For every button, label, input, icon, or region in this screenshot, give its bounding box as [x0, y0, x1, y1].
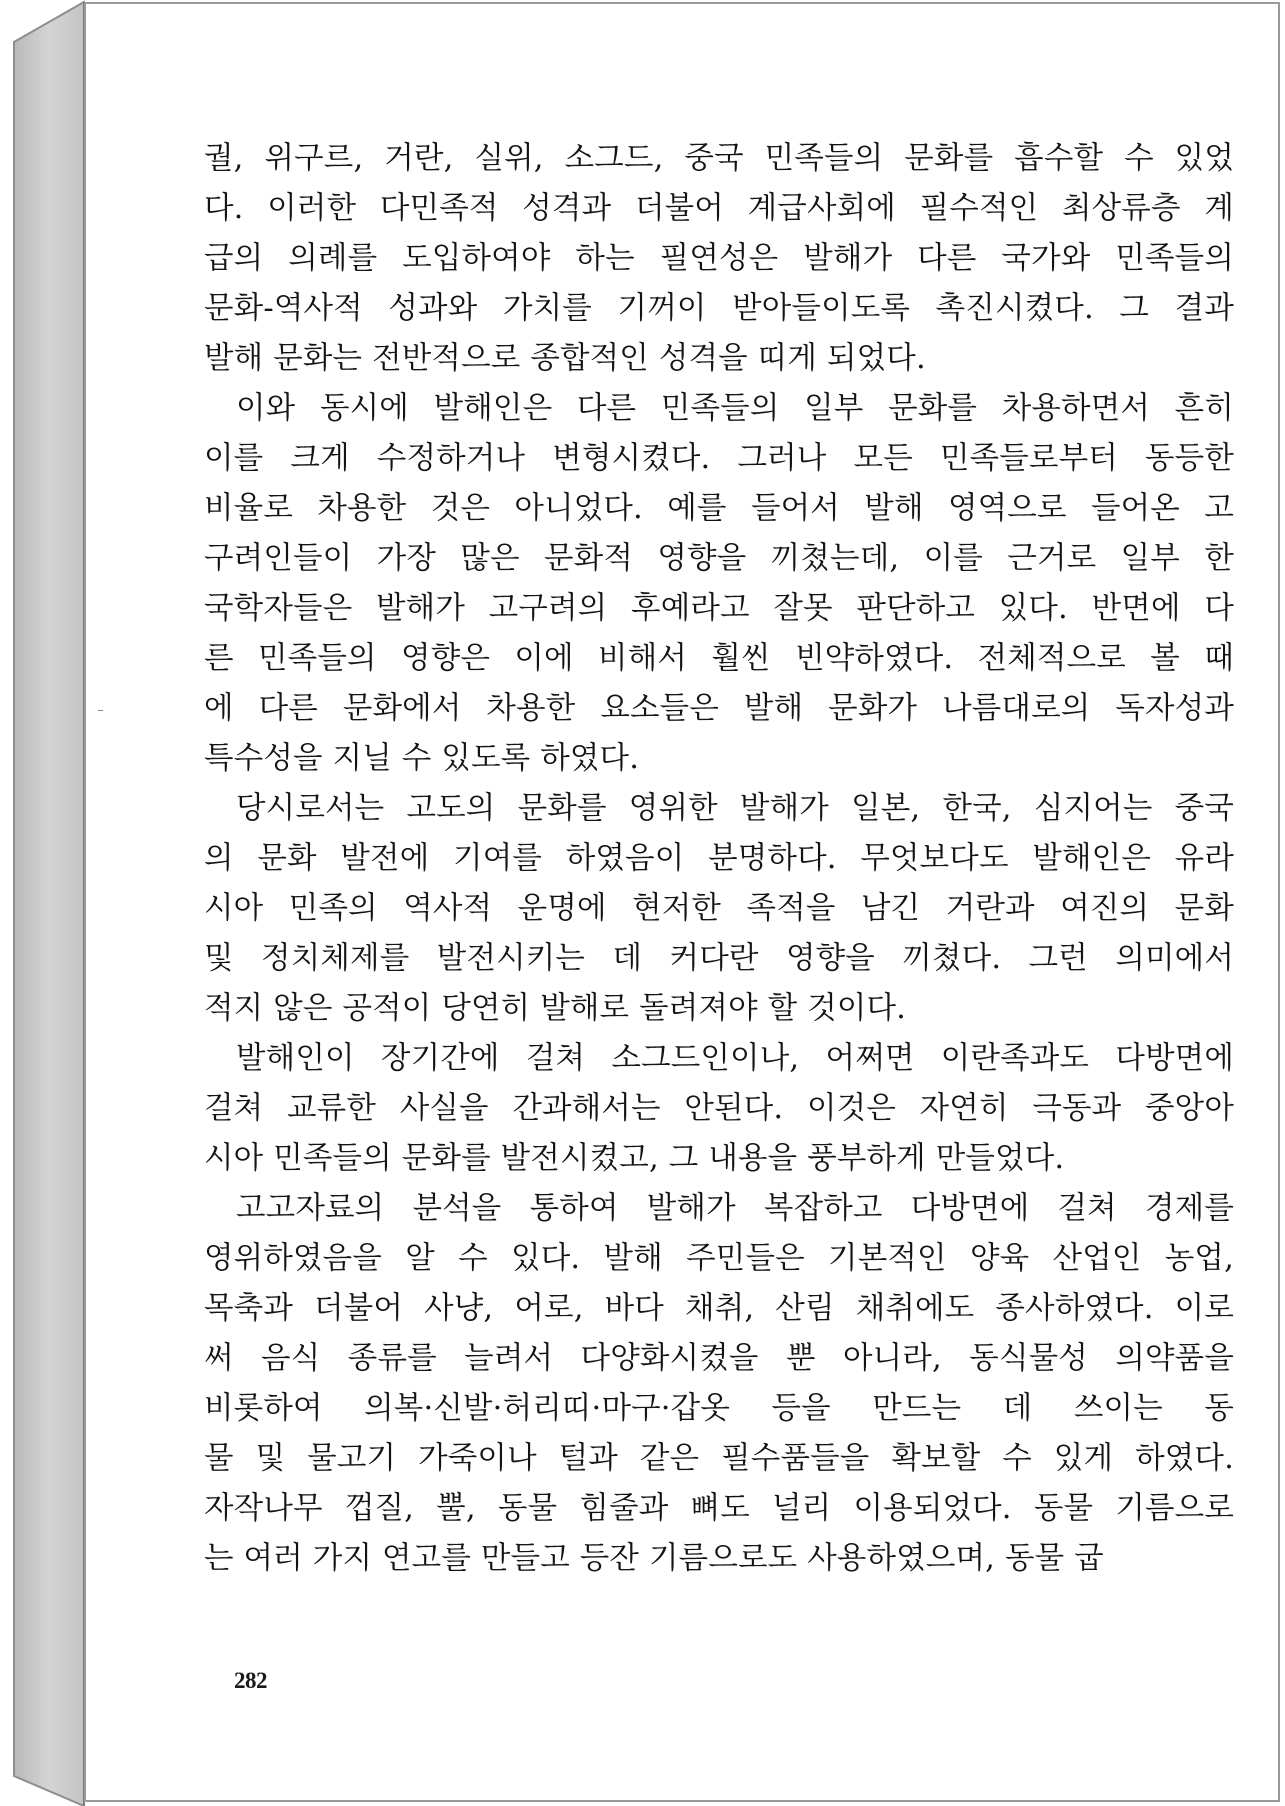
text-line: 써 음식 종류를 늘려서 다양화시켰을 뿐 아니라, 동식물성 의약품을: [204, 1341, 1234, 1376]
text-line: 이와 동시에 발해인은 다른 민족들의 일부 문화를 차용하면서 흔히: [236, 391, 1234, 426]
paragraph: [204, 1034, 1234, 1184]
text-line: 당시로서는 고도의 문화를 영위한 발해가 일본, 한국, 심지어는 중국: [236, 791, 1234, 826]
text-line: 영위하였음을 알 수 있다. 발해 주민들은 기본적인 양육 산업인 농업,: [204, 1241, 1234, 1276]
text-line: 걸쳐 교류한 사실을 간과해서는 안된다. 이것은 자연히 극동과 중앙아: [204, 1091, 1234, 1126]
text-line: 고고자료의 분석을 통하여 발해가 복잡하고 다방면에 걸쳐 경제를: [236, 1191, 1234, 1226]
text-line: 의 문화 발전에 기여를 하였음이 분명하다. 무엇보다도 발해인은 유라: [204, 841, 1234, 876]
paragraph: [204, 1184, 1234, 1584]
text-line: 구려인들이 가장 많은 문화적 영향을 끼쳤는데, 이를 근거로 일부 한: [204, 541, 1234, 576]
text-line: 발해인이 장기간에 걸쳐 소그드인이나, 어쩌면 이란족과도 다방면에: [236, 1041, 1234, 1076]
text-line: 적지 않은 공적이 당연히 발해로 돌려져야 할 것이다.: [204, 991, 907, 1026]
text-line: 국학자들은 발해가 고구려의 후예라고 잘못 판단하고 있다. 반면에 다: [204, 591, 1234, 626]
text-line: 목축과 더불어 사냥, 어로, 바다 채취, 산림 채취에도 종사하였다. 이로: [204, 1291, 1234, 1326]
text-line: 궐, 위구르, 거란, 실위, 소그드, 중국 민족들의 문화를 흡수할 수 있었: [204, 141, 1234, 176]
text-line: 물 및 물고기 가죽이나 털과 같은 필수품들을 확보할 수 있게 하였다.: [204, 1441, 1234, 1476]
page-body-text: [204, 134, 1234, 1584]
text-line: 급의 의례를 도입하여야 하는 필연성은 발해가 다른 국가와 민족들의: [204, 241, 1234, 276]
paragraph: [204, 134, 1234, 384]
text-line: 자작나무 껍질, 뿔, 동물 힘줄과 뼈도 널리 이용되었다. 동물 기름으로: [204, 1491, 1234, 1526]
text-line: 문화-역사적 성과와 가치를 기꺼이 받아들이도록 촉진시켰다. 그 결과: [204, 291, 1234, 326]
text-line: 는 여러 가지 연고를 만들고 등잔 기름으로도 사용하였으며, 동물 굽: [204, 1541, 1104, 1576]
text-line: 및 정치체제를 발전시키는 데 커다란 영향을 끼쳤다. 그런 의미에서: [204, 941, 1234, 976]
text-line: 이를 크게 수정하거나 변형시켰다. 그러나 모든 민족들로부터 동등한: [204, 441, 1234, 476]
text-line: 특수성을 지닐 수 있도록 하였다.: [204, 741, 640, 776]
text-line: 시아 민족들의 문화를 발전시켰고, 그 내용을 풍부하게 만들었다.: [204, 1141, 1065, 1176]
paragraph: [204, 784, 1234, 1034]
text-line: 다. 이러한 다민족적 성격과 더불어 계급사회에 필수적인 최상류층 계: [204, 191, 1234, 226]
paragraph: [204, 384, 1234, 784]
book-page: [84, 2, 1280, 1802]
text-line: 시아 민족의 역사적 운명에 현저한 족적을 남긴 거란과 여진의 문화: [204, 891, 1234, 926]
text-line: 비율로 차용한 것은 아니었다. 예를 들어서 발해 영역으로 들어온 고: [204, 491, 1234, 526]
page-number: 282: [234, 1668, 267, 1693]
scan-artifact-mark: [98, 710, 103, 711]
text-line: 비롯하여 의복·신발·허리띠·마구·갑옷 등을 만드는 데 쓰이는 동: [204, 1391, 1234, 1426]
text-line: 에 다른 문화에서 차용한 요소들은 발해 문화가 나름대로의 독자성과: [204, 691, 1234, 726]
text-line: 발해 문화는 전반적으로 종합적인 성격을 띠게 되었다.: [204, 341, 926, 376]
text-line: 른 민족들의 영향은 이에 비해서 훨씬 빈약하였다. 전체적으로 볼 때: [204, 641, 1234, 676]
